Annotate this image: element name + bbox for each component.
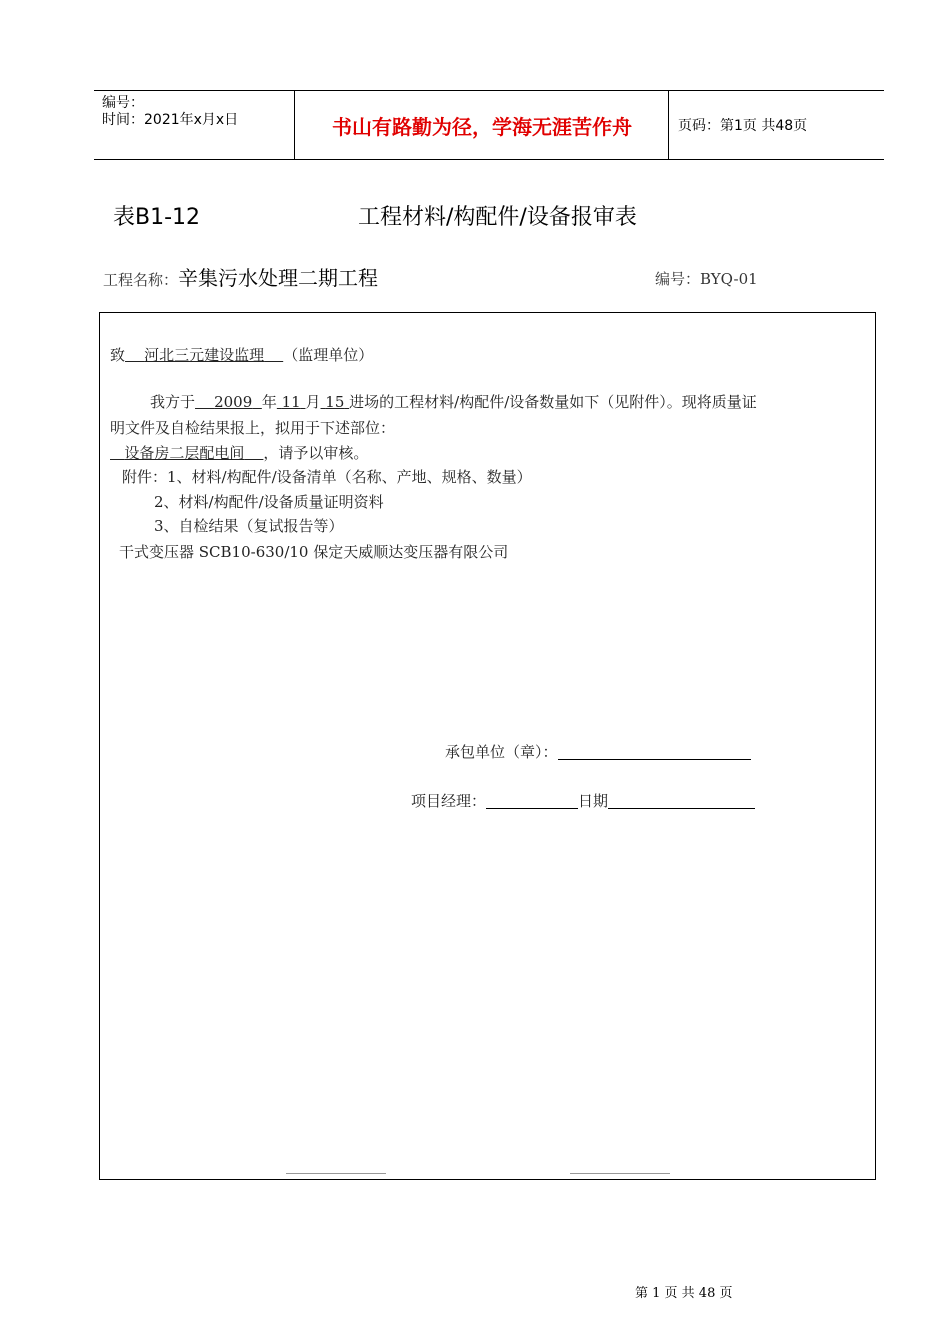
day-field: 15 (325, 393, 345, 411)
scan-mark (286, 1173, 386, 1174)
paragraph-line-3: 设备房二层配电间 ，请予以审核。 (110, 442, 368, 463)
manager-blank (486, 793, 578, 809)
date-label: 日期 (578, 792, 609, 810)
recipient-unit: 河北三元建设监理 (144, 346, 265, 364)
form-number: 编号：BYQ-01 (655, 270, 758, 288)
form-body (99, 312, 876, 1180)
contractor-blank (558, 744, 751, 760)
scan-mark (570, 1173, 670, 1174)
header-divider (294, 91, 295, 159)
form-code: 表B1-12 (113, 205, 201, 230)
recipient-line (110, 344, 373, 365)
page-info: 页码：第1页 共48页 (678, 118, 808, 134)
manager-signature (411, 790, 755, 811)
attachment-2: 2、材料/构配件/设备质量证明资料 (154, 493, 384, 511)
to-suffix: （监理单位） (283, 346, 374, 364)
page-footer: 第 1 页 共 48 页 (635, 1286, 733, 1301)
number-label: 编号： (102, 95, 144, 111)
project-name: 辛集污水处理二期工程 (178, 266, 379, 290)
form-title: 工程材料/构配件/设备报审表 (358, 205, 637, 230)
contractor-signature (445, 741, 751, 762)
contractor-label: 承包单位（章）： (445, 743, 558, 761)
paragraph-line-1: 我方于 2009 年 11 月 15 进场的工程材料/构配件/设备数量如下（见附件）。现将质量证 (150, 393, 757, 411)
attachment-3: 3、自检结果（复试报告等） (154, 517, 344, 535)
month-field: 11 (281, 393, 301, 411)
slogan: 书山有路勤为径，学海无涯苦作舟 (332, 114, 632, 139)
to-prefix: 致 (110, 346, 126, 364)
paragraph-line-2: 明文件及自检结果报上，拟用于下述部位： (110, 419, 396, 437)
page-header (94, 90, 884, 160)
header-divider (668, 91, 669, 159)
location-field: 设备房二层配电间 (124, 444, 245, 462)
project-line (103, 262, 378, 291)
header-left-cell (102, 95, 238, 129)
equipment-item: 干式变压器 SCB10-630/10 保定天威顺达变压器有限公司 (119, 543, 509, 561)
date-blank (608, 793, 755, 809)
manager-label: 项目经理： (411, 792, 487, 810)
time-label: 时间：2021年x月x日 (102, 112, 239, 128)
attachment-1: 附件：1、材料/构配件/设备清单（名称、产地、规格、数量） (122, 468, 532, 486)
year-field: 2009 (214, 393, 253, 411)
project-label: 工程名称： (103, 271, 179, 289)
